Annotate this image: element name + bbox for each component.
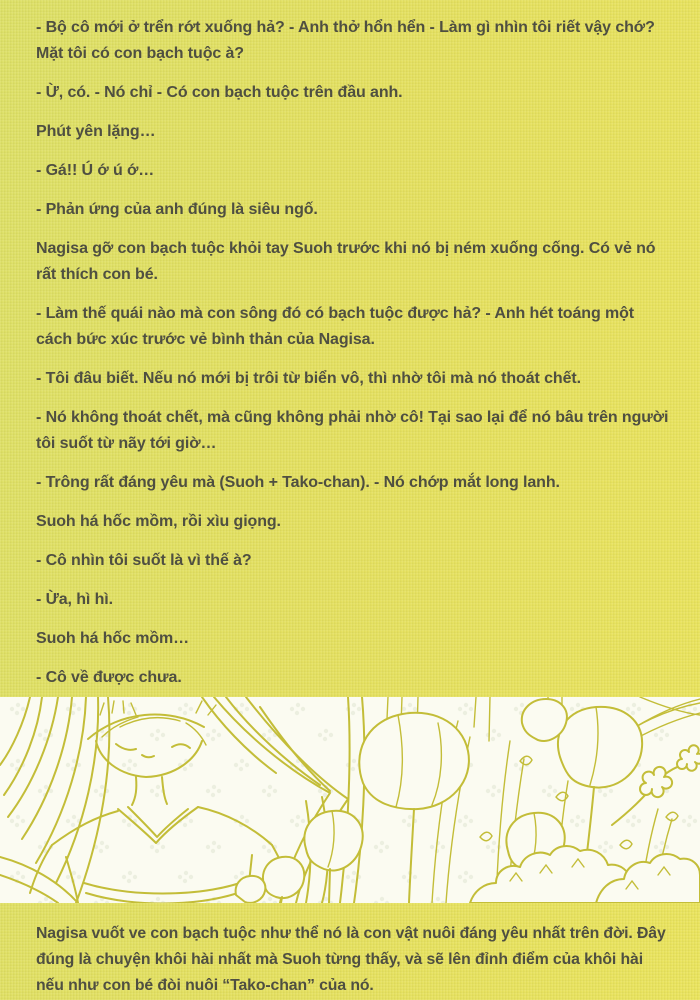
dialogue-line: - Làm thế quái nào mà con sông đó có bạch tuộc được hả? - Anh hét toáng một cách bức xúc trước vẻ bình thản của Nagisa. <box>36 305 634 348</box>
dialogue-line: Suoh há hốc mồm… <box>36 630 190 647</box>
dialogue-line: - Cô về được chưa. <box>36 669 182 686</box>
dialogue-line: - Tôi đâu biết. Nếu nó mới bị trôi từ biển vô, thì nhờ tôi mà nó thoát chết. <box>36 370 581 387</box>
dialogue-line: - Trông rất đáng yêu mà (Suoh + Tako-chan). - Nó chớp mắt long lanh. <box>36 474 560 491</box>
dialogue-line: - Gá!! Ú ớ ú ớ… <box>36 162 155 179</box>
dialogue-line: - Phản ứng của anh đúng là siêu ngố. <box>36 201 318 218</box>
dialogue-line: Nagisa gỡ con bạch tuộc khỏi tay Suoh trước khi nó bị ném xuống cống. Có vẻ nó rất thích con bé. <box>36 240 656 283</box>
dialogue-line: - Ừ, có. - Nó chỉ - Có con bạch tuộc trên đầu anh. <box>36 84 403 101</box>
illustration-girl-and-flowers <box>0 697 700 903</box>
narration-paragraph: Nagisa vuốt ve con bạch tuộc như thể nó là con vật nuôi đáng yêu nhất trên đời. Đây đúng là chuyện khôi hài nhất mà Suoh từng thấy, và sẽ lên đỉnh điểm của khôi hài nếu như con bé đòi nuôi “Tako-chan” của nó. <box>36 925 666 994</box>
dialogue-line: - Bộ cô mới ở trển rớt xuống hả? - Anh thở hổn hển - Làm gì nhìn tôi riết vậy chớ? Mặt tôi có con bạch tuộc à? <box>36 19 655 62</box>
dialogue-line: - Ừa, hì hì. <box>36 591 113 608</box>
dialogue-line: - Cô nhìn tôi suốt là vì thế à? <box>36 552 252 569</box>
footer-text-block <box>0 903 700 999</box>
dialogue-line: - Nó không thoát chết, mà cũng không phải nhờ cô! Tại sao lại để nó bâu trên người tôi suốt từ nãy tới giờ… <box>36 409 669 452</box>
dialogue-line: Suoh há hốc mồm, rồi xìu giọng. <box>36 513 281 530</box>
dialogue-line: Phút yên lặng… <box>36 123 156 140</box>
